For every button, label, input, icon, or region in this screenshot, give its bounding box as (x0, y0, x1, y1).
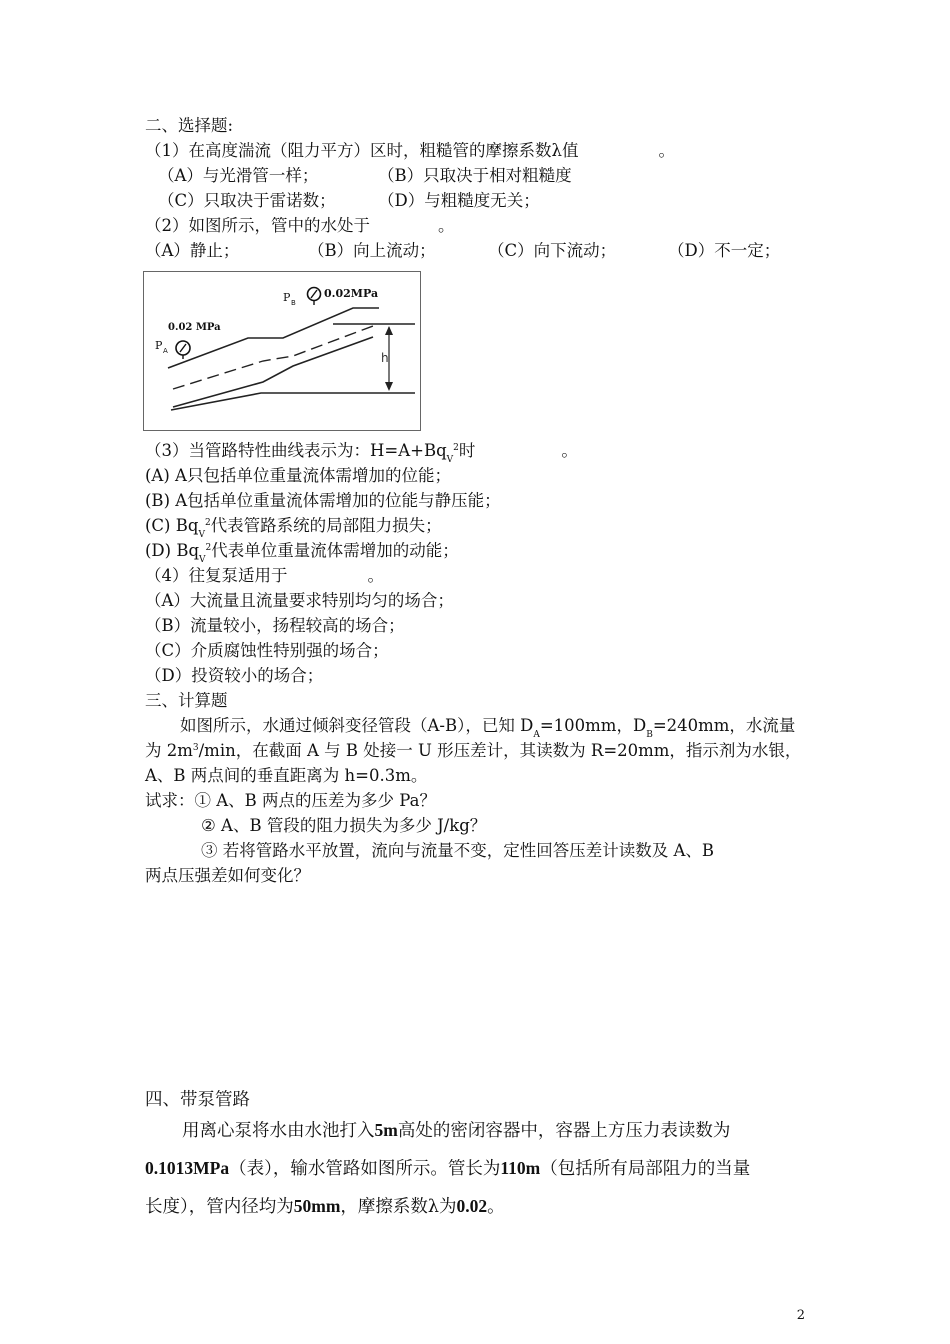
q3-text-b: 时 (458, 441, 476, 460)
gauge-b-label: P (283, 291, 291, 304)
q2-stem (145, 215, 455, 237)
q1-option-c: （C）只取决于雷诺数； (158, 191, 336, 210)
q2-text: （2）如图所示，管中的水处于 (145, 216, 370, 235)
q4-option-a: （A）大流量且流量要求特别均匀的场合； (145, 591, 454, 610)
sec3-question-1: 试求：① A、B 两点的压差为多少 Pa？ (145, 791, 436, 810)
gauge-a-value: 0.02 MPa (168, 322, 221, 333)
sec4-l3-b: 50mm (293, 1196, 341, 1216)
q3-text-a: （3）当管路特性曲线表示为：H=A+Bq (145, 441, 447, 460)
sec4-l3-c: ，摩擦系数λ为 (340, 1197, 457, 1217)
sec3-question-3-cont: 两点压强差如何变化？ (145, 866, 310, 885)
gauge-a-needle (180, 344, 186, 352)
q2-option-a: （A）静止； (145, 241, 240, 260)
q4-option-c: （C）介质腐蚀性特别强的场合； (145, 641, 389, 660)
q3c-post: 代表管路系统的局部阻力损失； (210, 516, 442, 535)
sec4-l2-c: 110m (500, 1158, 541, 1178)
q2-end: 。 (438, 216, 455, 235)
page-number: 2 (796, 1308, 805, 1323)
q1-option-a: （A）与光滑管一样； (158, 166, 319, 185)
q3d-sub: V (199, 555, 206, 565)
q2-option-c: （C）向下流动； (488, 241, 617, 260)
q4-stem (145, 565, 384, 587)
sec4-l2-b: （表），输水管路如图所示。管长为 (229, 1159, 501, 1179)
sec3-p2-b: /min，在截面 A 与 B 处接一 U 形压差计，其读数为 R=20mm，指示剂为水银， (198, 741, 802, 760)
sec4-line1 (182, 1118, 730, 1143)
q2-option-d: （D）不一定； (668, 241, 781, 260)
q3-sub: V (446, 455, 454, 465)
sec3-p1-sub-a: A (533, 730, 540, 740)
sec3-p2-a: 为 2m (145, 741, 193, 760)
h-arrow-up (385, 326, 393, 335)
pipe-centerline (173, 326, 373, 389)
q1-option-d: （D）与粗糙度无关； (378, 191, 540, 210)
q4-option-b: （B）流量较小，扬程较高的场合； (145, 616, 405, 635)
gauge-b-value: 0.02MPa (324, 287, 379, 300)
sec3-p2-sup: 3 (192, 743, 199, 753)
sec4-l3-d: 0.02 (456, 1196, 488, 1216)
sec4-l1-c: 高处的密闭容器中，容器上方压力表读数为 (397, 1121, 731, 1141)
sec3-p1-a: 如图所示，水通过倾斜变径管段（A-B），已知 D (180, 716, 534, 735)
sec4-l1-a: 用离心泵将水由水池打入 (182, 1121, 375, 1141)
sec3-p1-c: =240mm，水流量 (652, 716, 796, 735)
section2-title: 二、选择题: (145, 116, 234, 135)
sec3-question-3: ③ 若将管路水平放置，流向与流量不变，定性回答压差计读数及 A、B (201, 841, 715, 860)
q3c-pre: (C) Bq (145, 516, 199, 535)
sec4-l2-d: （包括所有局部阻力的当量 (540, 1159, 751, 1179)
gauge-a-subscript: A (163, 347, 168, 355)
q3d-post: 代表单位重量流体需增加的动能； (211, 541, 459, 560)
q3d-pre: (D) Bq (145, 541, 200, 560)
q1-text: （1）在高度湍流（阻力平方）区时，粗糙管的摩擦系数λ值 (145, 141, 579, 160)
q3c-sub: V (198, 530, 205, 540)
q4-text: （4）往复泵适用于 (145, 566, 288, 585)
sec4-l1-b: 5m (374, 1120, 398, 1140)
q3-end: 。 (561, 441, 578, 460)
q1-end: 。 (658, 141, 675, 160)
q4-end: 。 (367, 566, 384, 585)
q3-option-b: (B) A包括单位重量流体需增加的位能与静压能； (145, 491, 501, 510)
pipe-upper-wall (168, 308, 379, 368)
sec4-l3-e: 。 (487, 1197, 505, 1217)
pipe-bottom-level (171, 393, 415, 410)
sec4-line3 (145, 1194, 505, 1219)
q3c-sup: 2 (204, 518, 211, 528)
q3-stem (145, 440, 578, 465)
sec4-line2 (145, 1156, 750, 1181)
pipe-lower-wall (173, 337, 373, 407)
q2-option-b: （B）向上流动； (308, 241, 436, 260)
sec4-l2-a: 0.1013MPa (145, 1158, 230, 1178)
h-arrow-down (385, 382, 393, 391)
sec3-paragraph-line2 (145, 740, 801, 765)
q3-option-d (145, 540, 459, 565)
sec4-l3-a: 长度），管内径均为 (145, 1197, 294, 1217)
sec3-p1-b: =100mm，D (539, 716, 647, 735)
h-label: h (381, 351, 389, 365)
q4-option-d: （D）投资较小的场合； (145, 666, 324, 685)
q1-stem (145, 140, 675, 162)
section3-title: 三、计算题 (145, 691, 228, 710)
gauge-b-subscript: B (291, 299, 296, 307)
sec3-paragraph-line1 (180, 715, 795, 740)
q3-option-a: (A) A只包括单位重量流体需增加的位能； (145, 466, 451, 485)
section4-title: 四、带泵管路 (145, 1090, 250, 1110)
q3-sup: 2 (453, 443, 459, 453)
q3-option-c (145, 515, 442, 540)
q1-option-b: （B）只取决于相对粗糙度 (378, 166, 572, 185)
sec3-paragraph-line3: A、B 两点间的垂直距离为 h=0.3m。 (145, 766, 428, 785)
gauge-a-label: P (155, 339, 163, 352)
gauge-b-needle (311, 290, 317, 298)
sec3-p1-sub-b: B (646, 730, 653, 740)
sec3-question-2: ② A、B 管段的阻力损失为多少 J/kg？ (201, 816, 487, 835)
pipe-figure (143, 271, 421, 431)
q3d-sup: 2 (205, 543, 212, 553)
